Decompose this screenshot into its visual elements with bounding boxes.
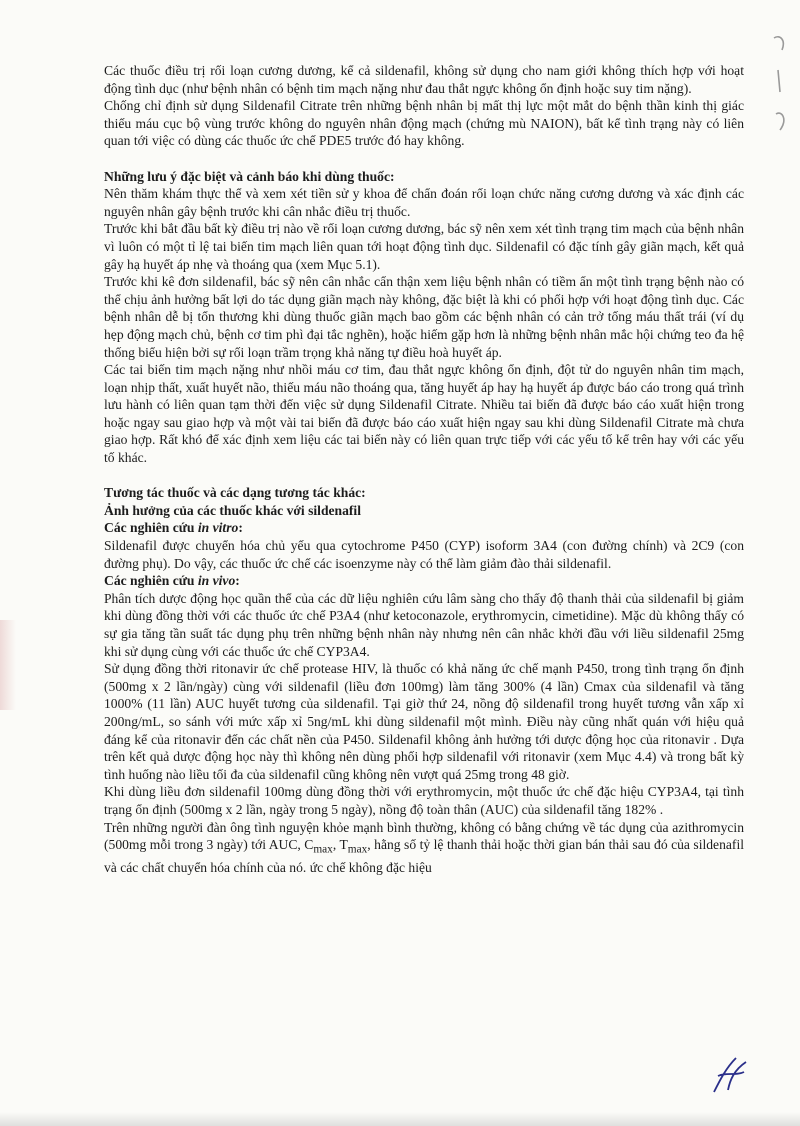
section-heading: Các nghiên cứu in vitro: xyxy=(104,520,243,536)
paragraph-gap xyxy=(104,467,744,485)
section-heading: Tương tác thuốc và các dạng tương tác khác: xyxy=(104,485,366,501)
body-paragraph: Các tai biến tim mạch nặng như nhồi máu cơ tim, đau thắt ngực không ổn định, đột tử do nguyên nhân tim mạch, loạn nhịp thất, xuất huyết não, thiếu máu não thoáng qua, tăng huyết áp hay hạ huyết áp được báo cáo trong quá trình lưu hành có liên quan tạm thời đến việc sử dụng Sildenafil Citrate. Nhiều tai biến đã được báo cáo xuất hiện trong hoặc ngay sau giao hợp và một vài tai biến đã được báo cáo xuất hiện ngay sau khi dùng Sildenafil Citrate mà chưa giao hợp. Rất khó để xác định xem liệu các tai biến này có liên quan trực tiếp với các yếu tố kể trên hay với các yếu tố khác. xyxy=(104,362,744,466)
signature-initials xyxy=(706,1050,756,1100)
scan-stain xyxy=(0,620,16,710)
body-paragraph: Trước khi bắt đầu bất kỳ điều trị nào về rối loạn cương dương, bác sỹ nên xem xét tình trạng tim mạch của bệnh nhân vì luôn có một tỉ lệ tai biến tim mạch liên quan tới hoạt động tình dục. Sildenafil có đặc tính gây giãn mạch, kết quả gây hạ huyết áp nhẹ và thoáng qua (xem Mục 5.1). xyxy=(104,221,744,272)
paragraph-gap xyxy=(104,150,744,168)
body-paragraph: Chống chỉ định sử dụng Sildenafil Citrate trên những bệnh nhân bị mất thị lực một mắt do bệnh thần kinh thị giác thiếu máu cục bộ vùng trước không do nguyên nhân động mạch (chứng mù NAION), bất kể tình trạng này có liên quan tới việc có dùng các thuốc ức chế PDE5 trước đó hay không. xyxy=(104,98,744,149)
handwritten-mark xyxy=(768,30,794,140)
section-heading: Các nghiên cứu in vivo: xyxy=(104,573,240,589)
body-paragraph: Trên những người đàn ông tình nguyện khỏe mạnh bình thường, không có bằng chứng về tác dụng của azithromycin (500mg mỗi trong 3 ngày) tới AUC, $C_{max}$, $T_{max}$, hằng số tỷ lệ thanh thải hoặc thời gian bán thải sau đó của sildenafil và các chất chuyển hóa chính của nó. ức chế không đặc hiệu xyxy=(104,819,745,876)
body-paragraph: Khi dùng liều đơn sildenafil 100mg dùng đồng thời với erythromycin, một thuốc ức chế đặc hiệu CYP3A4, tại tình trạng ổn định (500mg x 2 lần, ngày trong 5 ngày), nồng độ toàn thân (AUC) của sildenafil tăng 182% . xyxy=(104,784,744,817)
body-paragraph: Phân tích dược động học quần thể của các dữ liệu nghiên cứu lâm sàng cho thấy độ thanh thải của sildenafil bị giảm khi dùng đồng thời với các thuốc ức chế P3A4 (như ketoconazole, erythromycin, cimetidine). Mặc dù không thấy có sự gia tăng tần suất tác dụng phụ trên những bệnh nhân này nhưng nên cân nhắc khởi đầu với liều sildenafil 25mg khi sử dụng cùng với các thuốc ức chế CYP3A4. xyxy=(104,590,744,659)
subscript: max xyxy=(313,843,333,856)
body-paragraph: Các thuốc điều trị rối loạn cương dương, kể cả sildenafil, không sử dụng cho nam giới không thích hợp với hoạt động tình dục (như bệnh nhân có bệnh tim mạch nặng như đau thắt ngực không ổn định hoặc suy tim nặng). xyxy=(104,63,744,96)
subscript: max xyxy=(347,843,368,856)
section-heading: Ảnh hưởng của các thuốc khác với sildenafil xyxy=(104,502,361,518)
body-paragraph: Nên thăm khám thực thể và xem xét tiền sử y khoa để chẩn đoán rối loạn chức năng cương dương và xác định các nguyên nhân gây bệnh trước khi cân nhắc điều trị thuốc. xyxy=(104,186,744,219)
body-paragraph: Sử dụng đồng thời ritonavir ức chế protease HIV, là thuốc có khả năng ức chế mạnh P450, trong tình trạng ổn định (500mg x 2 lần/ngày) cùng với sildenafil (liều đơn 100mg) làm tăng 300% (4 lần) Cmax của sildenafil và tăng 1000% (11 lần) AUC huyết tương của sildenafil. Tại giờ thứ 24, nồng độ sildenafil trong huyết tương vẫn xấp xỉ 200ng/mL, so sánh với mức xấp xỉ 5ng/mL khi dùng sildenafil một mình. Điều này cũng nhất quán với hiệu quả đáng kể của ritonavir đến các chất nền của P450. Sildenafil không ảnh hưởng tới dược động học của ritonavir . Dựa trên kết quả dược động học này thì không nên dùng phối hợp sildenafil với ritonavir (xem Mục 4.4) và trong bất kỳ tình huống nào liều tối đa của sildenafil cũng không nên vượt quá 25mg trong 48 giờ. xyxy=(104,661,744,782)
section-heading: Những lưu ý đặc biệt và cảnh báo khi dùng thuốc: xyxy=(104,168,395,184)
body-paragraph: Trước khi kê đơn sildenafil, bác sỹ nên cân nhắc cẩn thận xem liệu bệnh nhân có tiềm ẩn một tình trạng bệnh nào có thể chịu ảnh hưởng bất lợi do tác dụng giãn mạch này không, đặc biệt là khi có phối hợp với hoạt động tình dục. Các bệnh nhân dễ bị tổn thương khi dùng thuốc giãn mạch bao gồm các bệnh nhân có cản trở tống máu thất trái (ví dụ hẹp động mạch chủ, bệnh cơ tim phì đại tắc nghẽn), hoặc hiếm gặp hơn là những bệnh nhân mắc hội chứng teo đa hệ thống biểu hiện bởi sự rối loạn trầm trọng khả năng tự điều hoà huyết áp. xyxy=(104,274,744,360)
body-paragraph: Sildenafil được chuyển hóa chủ yếu qua cytochrome P450 (CYP) isoform 3A4 (con đường chính) và 2C9 (con đường phụ). Do vậy, các thuốc ức chế các isoenzyme này có thể làm giảm đào thải sildenafil. xyxy=(104,538,744,571)
document-body xyxy=(104,62,744,877)
scan-edge-shadow xyxy=(0,1112,800,1126)
